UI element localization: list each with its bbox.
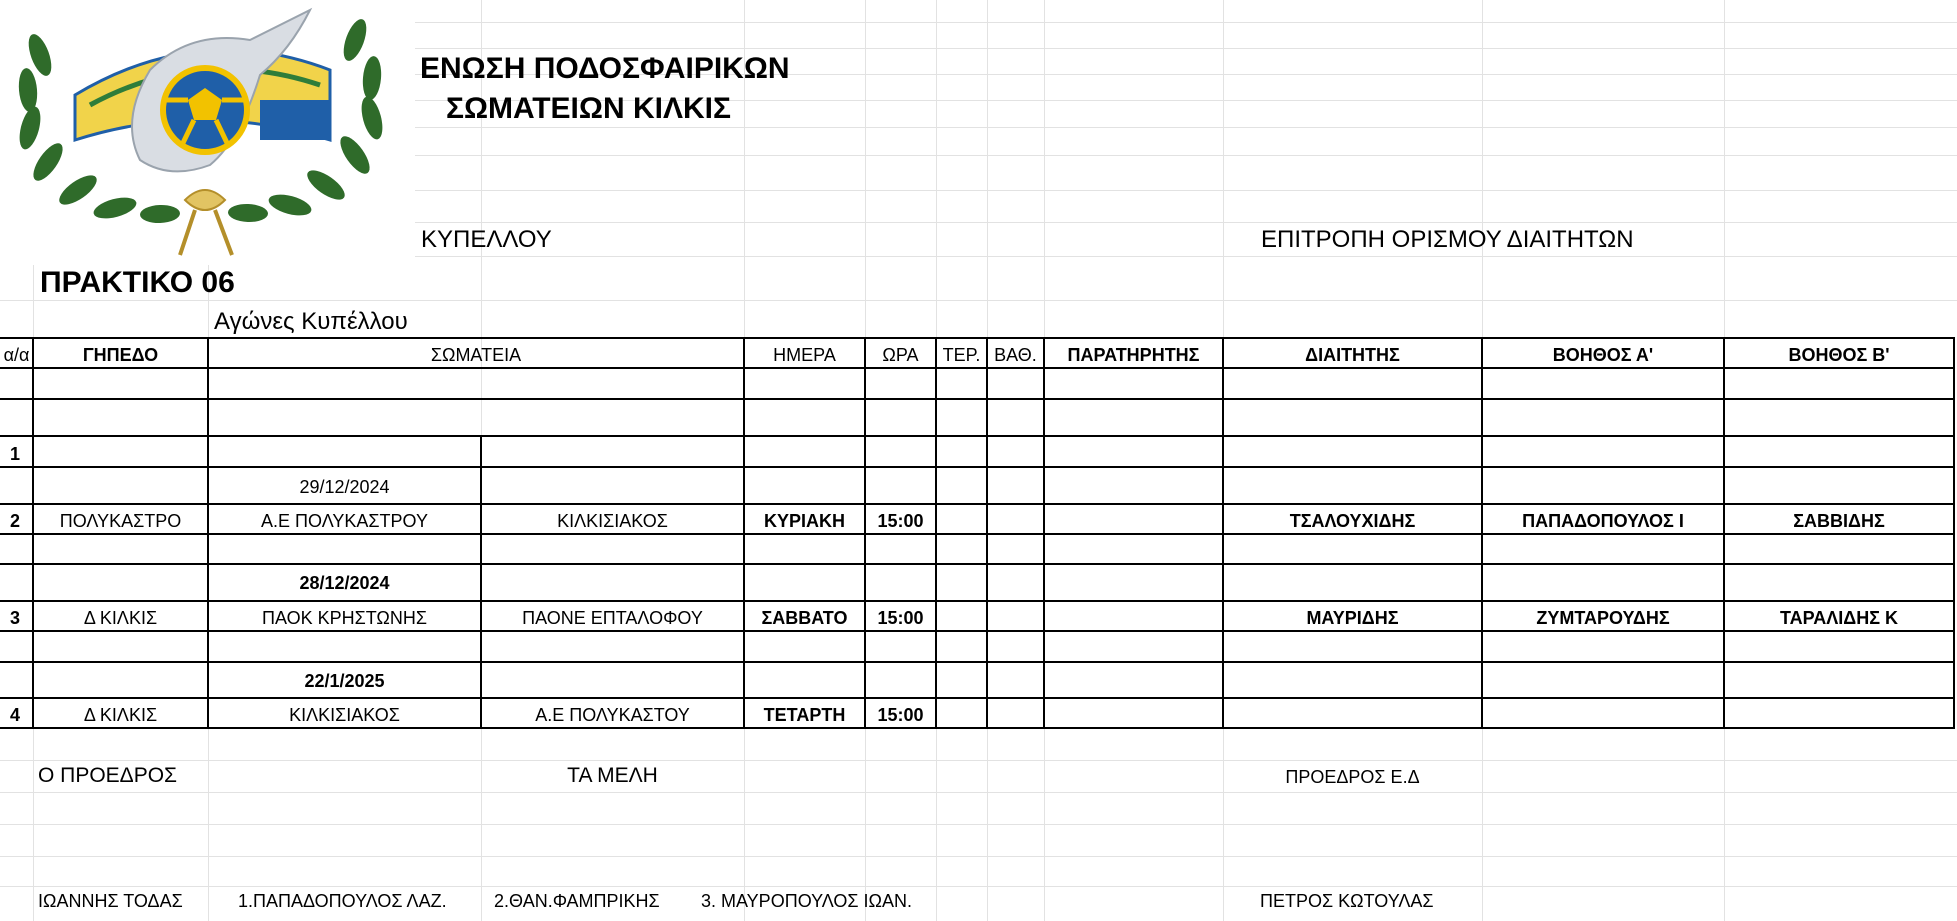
table-border — [1043, 337, 1045, 729]
gridline — [0, 300, 1957, 301]
member-1-name: 1.ΠΑΠΑΔΟΠΟΥΛΟΣ ΛΑΖ. — [238, 891, 447, 911]
match-venue: Δ ΚΙΛΚΙΣ — [83, 608, 158, 628]
match-time: 15:00 — [877, 705, 924, 725]
gridline — [0, 760, 1957, 761]
table-border — [0, 600, 1955, 602]
match-away: ΠΑΟΝΕ ΕΠΤΑΛΟΦΟΥ — [522, 608, 703, 628]
match-day: ΚΥΡΙΑΚΗ — [763, 511, 845, 531]
match-away: ΚΙΛΚΙΣΙΑΚΟΣ — [557, 511, 668, 531]
member-2-name: 2.ΘΑΝ.ΦΑΜΠΡΙΚΗΣ — [494, 891, 660, 911]
table-border — [743, 337, 745, 729]
table-border — [0, 727, 1955, 729]
gridline — [0, 856, 1957, 857]
col-header-venue: ΓΗΠΕΔΟ — [82, 345, 159, 365]
col-header-assistant-a: ΒΟΗΘΟΣ Α' — [1552, 345, 1654, 365]
match-date: 29/12/2024 — [299, 477, 390, 497]
match-number: 4 — [10, 705, 21, 725]
col-header-vath: ΒΑΘ. — [994, 345, 1037, 365]
col-header-observer: ΠΑΡΑΤΗΡΗΤΗΣ — [1067, 345, 1200, 365]
table-border — [32, 337, 34, 729]
table-border — [935, 337, 937, 729]
match-referee: ΜΑΥΡΙΔΗΣ — [1306, 608, 1399, 628]
match-home: Α.Ε ΠΟΛΥΚΑΣΤΡΟΥ — [261, 511, 428, 531]
table-border — [864, 337, 866, 729]
member-3-name: 3. ΜΑΥΡΟΠΟΥΛΟΣ ΙΩΑΝ. — [701, 891, 913, 911]
match-day: ΣΑΒΒΑΤΟ — [761, 608, 848, 628]
logo-area — [0, 0, 415, 265]
table-border — [1481, 337, 1483, 729]
committee-president-name: ΠΕΤΡΟΣ ΚΩΤΟΥΛΑΣ — [1260, 891, 1434, 911]
table-border — [0, 503, 1955, 505]
match-time: 15:00 — [877, 608, 924, 628]
col-header-no: α/α — [3, 345, 30, 365]
gridline — [0, 824, 1957, 825]
col-header-assistant-b: ΒΟΗΘΟΣ Β' — [1788, 345, 1890, 365]
table-border — [0, 435, 1955, 437]
match-assistant-b: ΤΑΡΑΛΙΔΗΣ Κ — [1779, 608, 1899, 628]
gridline — [0, 792, 1957, 793]
table-border — [0, 337, 1955, 339]
table-border — [0, 563, 1955, 565]
match-assistant-b: ΣΑΒΒΙΔΗΣ — [1793, 511, 1885, 531]
table-border — [0, 533, 1955, 535]
committee-label: ΕΠΙΤΡΟΠΗ ΟΡΙΣΜΟΥ ΔΙΑΙΤΗΤΩΝ — [1261, 226, 1634, 253]
table-border — [1723, 337, 1725, 729]
match-venue: ΠΟΛΥΚΑΣΤΡΟ — [59, 511, 182, 531]
col-header-referee: ΔΙΑΙΤΗΤΗΣ — [1305, 345, 1400, 365]
match-assistant-a: ΠΑΠΑΔΟΠΟΥΛΟΣ Ι — [1522, 511, 1684, 531]
table-border — [1222, 337, 1224, 729]
table-border — [1953, 337, 1955, 729]
president-label: Ο ΠΡΟΕΔΡΟΣ — [38, 764, 178, 787]
match-referee: ΤΣΑΛΟΥΧΙΔΗΣ — [1289, 511, 1416, 531]
match-number: 3 — [10, 608, 21, 628]
president-name: ΙΩΑΝΝΗΣ ΤΟΔΑΣ — [38, 891, 183, 911]
eps-kilkis-logo-icon — [0, 0, 415, 265]
table-border — [0, 398, 1955, 400]
table-border — [0, 697, 1955, 699]
gridline — [0, 886, 1957, 887]
table-border — [0, 630, 1955, 632]
match-date: 22/1/2025 — [304, 671, 385, 691]
match-home: ΚΙΛΚΙΣΙΑΚΟΣ — [289, 705, 400, 725]
document-title: ΠΡΑΚΤΙΚΟ 06 — [40, 266, 235, 299]
table-border — [0, 367, 1955, 369]
table-border — [986, 337, 988, 729]
match-number: 2 — [10, 511, 21, 531]
table-border — [0, 466, 1955, 468]
col-header-clubs: ΣΩΜΑΤΕΙΑ — [430, 345, 522, 365]
col-header-day: ΗΜΕΡΑ — [773, 345, 836, 365]
committee-president-label: ΠΡΟΕΔΡΟΣ Ε.Δ — [1285, 767, 1420, 787]
match-time: 15:00 — [877, 511, 924, 531]
members-label: ΤΑ ΜΕΛΗ — [567, 764, 658, 787]
table-border — [207, 337, 209, 729]
org-title-line1: ΕΝΩΣΗ ΠΟΔΟΣΦΑΙΡΙΚΩΝ — [420, 52, 790, 85]
match-number: 1 — [10, 444, 21, 464]
match-venue: Δ ΚΙΛΚΙΣ — [83, 705, 158, 725]
match-assistant-a: ΖΥΜΤΑΡΟΥΔΗΣ — [1536, 608, 1670, 628]
col-header-ter: ΤΕΡ. — [942, 345, 981, 365]
table-border — [0, 661, 1955, 663]
org-title-line2: ΣΩΜΑΤΕΙΩΝ ΚΙΛΚΙΣ — [446, 92, 731, 125]
match-home: ΠΑΟΚ ΚΡΗΣΤΩΝΗΣ — [261, 608, 428, 628]
section-label: Αγώνες Κυπέλλου — [214, 308, 408, 335]
col-header-time: ΩΡΑ — [882, 345, 919, 365]
cup-label: ΚΥΠΕΛΛΟΥ — [421, 226, 552, 253]
match-day: ΤΕΤΑΡΤΗ — [763, 705, 846, 725]
match-away: Α.Ε ΠΟΛΥΚΑΣΤΟΥ — [535, 705, 690, 725]
match-date: 28/12/2024 — [299, 573, 390, 593]
